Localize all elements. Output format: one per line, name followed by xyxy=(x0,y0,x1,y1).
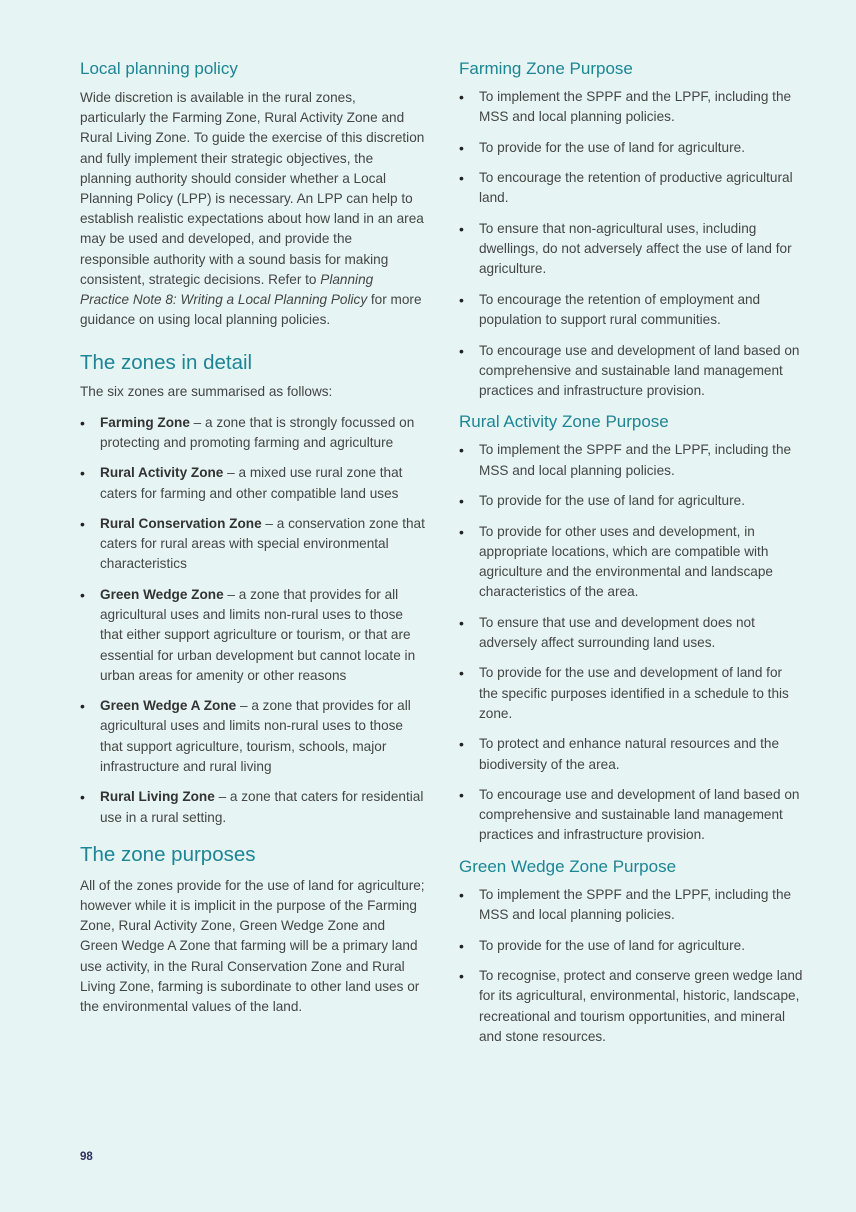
list-item: • To encourage the retention of employment and population to support rural communities. xyxy=(459,290,804,330)
zones-list xyxy=(80,413,425,828)
left-column xyxy=(80,0,425,1017)
zones-detail-intro: The six zones are summarised as follows: xyxy=(80,384,333,400)
rural-activity-purpose-heading: Rural Activity Zone Purpose xyxy=(459,412,669,432)
list-item: • To ensure that use and development does not adversely affect surrounding land uses. xyxy=(459,613,804,653)
page-number: 98 xyxy=(80,1151,93,1163)
zone-purposes-heading: The zone purposes xyxy=(80,842,256,866)
list-item: • To encourage use and development of land based on comprehensive and sustainable land management practices and infrastructure provision. xyxy=(459,785,804,846)
zones-detail-heading: The zones in detail xyxy=(80,351,253,375)
list-item: • To provide for the use and development of land for the specific purposes identified in a schedule to this zone. xyxy=(459,663,804,724)
farming-purpose-list xyxy=(459,87,804,401)
list-item: • To encourage the retention of productive agricultural land. xyxy=(459,168,804,208)
green-wedge-purpose-list xyxy=(459,885,804,1047)
lpp-paragraph: Wide discretion is available in the rural zones, particularly the Farming Zone, Rural Activity Zone and Rural Living Zone. To guide the exercise of this discretion and fully implement their strategic objectives, the planning authority should consider whether a Local Planning Policy (LPP) is necessary. An LPP can help to establish realistic expectations about how land in an area may be used and developed, and provide the responsible authority with a sound basis for making consistent, strategic decisions. Refer to Planning Practice Note 8: Writing a Local Planning Policy for more guidance on using local planning policies. xyxy=(80,90,425,328)
zone-purposes-paragraph: All of the zones provide for the use of land for agriculture; however while it is implicit in the purpose of the Farming Zone, Rural Activity Zone, Green Wedge Zone and Green Wedge A Zone that farming will be a primary land use activity, in the Rural Conservation Zone and Rural Living Zone, farming is subordinate to other land uses or the environmental values of the land. xyxy=(80,877,425,1014)
list-item: • To recognise, protect and conserve green wedge land for its agricultural, environmental, historic, landscape, recreational and tourism opportunities, and mineral and stone resources. xyxy=(459,966,804,1047)
rural-activity-purpose-list xyxy=(459,440,804,845)
green-wedge-purpose-heading: Green Wedge Zone Purpose xyxy=(459,856,677,876)
list-item: • To implement the SPPF and the LPPF, including the MSS and local planning policies. xyxy=(459,440,804,480)
list-item: • To provide for the use of land for agriculture. xyxy=(459,936,804,956)
list-item: • Rural Living Zone – a zone that caters for residential use in a rural setting. xyxy=(80,787,425,827)
list-item: • Rural Activity Zone – a mixed use rural zone that caters for farming and other compatible land uses xyxy=(80,463,425,503)
lpp-reference: Planning Practice Note 8: Writing a Local Planning Policy xyxy=(80,271,374,308)
list-item: • To implement the SPPF and the LPPF, including the MSS and local planning policies. xyxy=(459,885,804,925)
list-item: • Farming Zone – a zone that is strongly focussed on protecting and promoting farming and agriculture xyxy=(80,413,425,453)
list-item: • To ensure that non-agricultural uses, including dwellings, do not adversely affect the use of land for agriculture. xyxy=(459,219,804,280)
list-item: • Rural Conservation Zone – a conservation zone that caters for rural areas with special environmental characteristics xyxy=(80,514,425,575)
list-item: • To implement the SPPF and the LPPF, including the MSS and local planning policies. xyxy=(459,87,804,127)
list-item: • To provide for the use of land for agriculture. xyxy=(459,138,804,158)
right-column xyxy=(459,0,804,1057)
list-item: • Green Wedge A Zone – a zone that provides for all agricultural uses and limits non-rural uses to those that support agriculture, tourism, schools, major infrastructure and rural living xyxy=(80,696,425,777)
list-item: • To provide for other uses and development, in appropriate locations, which are compatible with agriculture and the environmental and landscape characteristics of the area. xyxy=(459,522,804,603)
list-item: • Green Wedge Zone – a zone that provides for all agricultural uses and limits non-rural uses to those that either support agriculture or tourism, or that are essential for urban development but cannot locate in urban areas for amenity or other reasons xyxy=(80,585,425,686)
lpp-heading: Local planning policy xyxy=(80,59,238,78)
farming-purpose-heading: Farming Zone Purpose xyxy=(459,59,633,78)
list-item: • To encourage use and development of land based on comprehensive and sustainable land management practices and infrastructure provision. xyxy=(459,341,804,402)
list-item: • To provide for the use of land for agriculture. xyxy=(459,491,804,511)
list-item: • To protect and enhance natural resources and the biodiversity of the area. xyxy=(459,734,804,774)
